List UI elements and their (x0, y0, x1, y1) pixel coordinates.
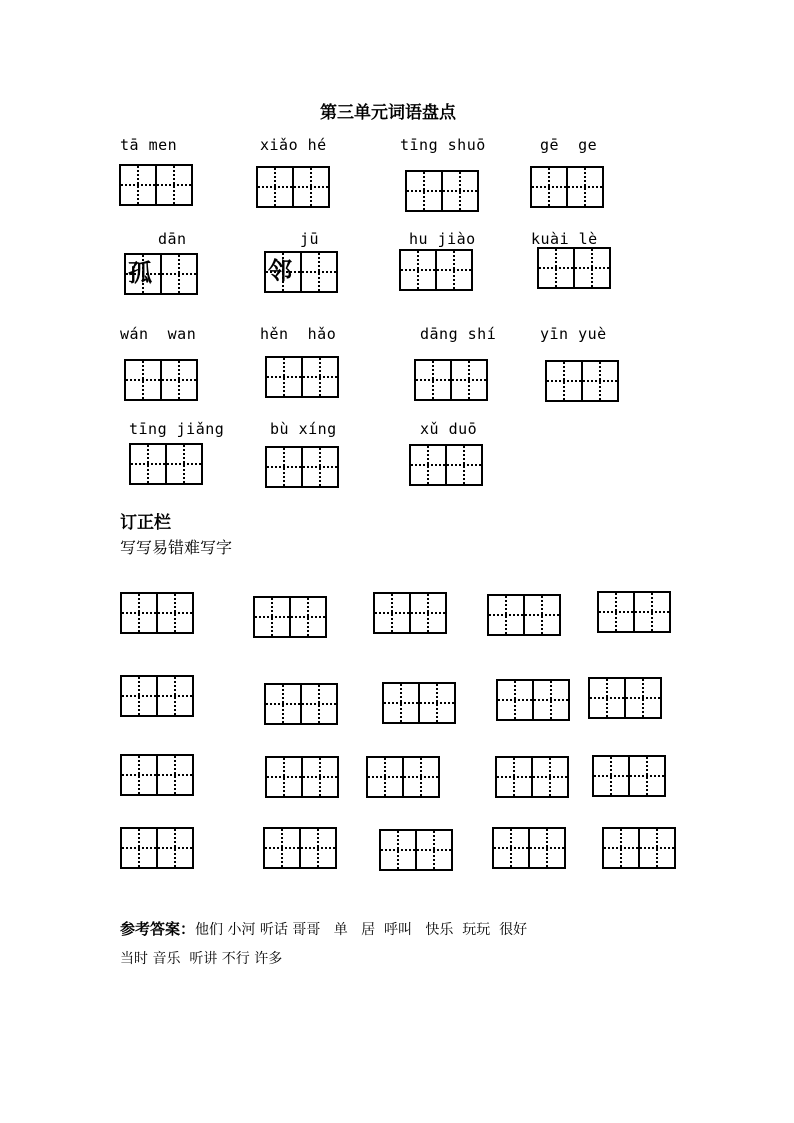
writing-grid[interactable] (409, 444, 483, 486)
correction-grid[interactable] (366, 756, 440, 798)
correction-grid[interactable] (492, 827, 566, 869)
correction-grid[interactable] (496, 679, 570, 721)
writing-grid[interactable] (124, 253, 198, 295)
correction-grid[interactable] (373, 592, 447, 634)
writing-grid[interactable] (265, 356, 339, 398)
correction-grid[interactable] (120, 592, 194, 634)
writing-grid[interactable] (124, 359, 198, 401)
pinyin-label: gē ge (540, 136, 598, 154)
correction-grid[interactable] (382, 682, 456, 724)
writing-grid[interactable] (129, 443, 203, 485)
writing-grid[interactable] (537, 247, 611, 289)
correction-grid[interactable] (602, 827, 676, 869)
pinyin-label: tīng shuō (400, 136, 486, 154)
correction-grid[interactable] (264, 683, 338, 725)
pinyin-label: kuài lè (531, 230, 598, 248)
correction-grid[interactable] (379, 829, 453, 871)
pinyin-label: dān (158, 230, 187, 248)
pinyin-label: wán wan (120, 325, 197, 343)
given-character: 孤 (128, 258, 152, 287)
writing-grid[interactable] (256, 166, 330, 208)
writing-grid[interactable] (119, 164, 193, 206)
pinyin-label: hěn hǎo (260, 325, 337, 343)
page-title: 第三单元词语盘点 (320, 103, 456, 123)
correction-subheading: 写写易错难写字 (120, 538, 233, 557)
given-character: 邻 (268, 256, 292, 285)
correction-grid[interactable] (265, 756, 339, 798)
pinyin-label: tā men (120, 136, 178, 154)
pinyin-label: bù xíng (270, 420, 337, 438)
pinyin-label: xǔ duō (420, 420, 478, 438)
correction-grid[interactable] (120, 675, 194, 717)
correction-grid[interactable] (592, 755, 666, 797)
correction-grid[interactable] (253, 596, 327, 638)
correction-heading: 订正栏 (120, 513, 171, 533)
writing-grid[interactable] (265, 446, 339, 488)
answer-key-label: 参考答案： (120, 920, 196, 938)
correction-grid[interactable] (597, 591, 671, 633)
correction-grid[interactable] (120, 827, 194, 869)
pinyin-label: hu jiào (409, 230, 476, 248)
writing-grid[interactable] (399, 249, 473, 291)
writing-grid[interactable] (530, 166, 604, 208)
pinyin-label: yīn yuè (540, 325, 607, 343)
correction-grid[interactable] (588, 677, 662, 719)
pinyin-label: jū (300, 230, 320, 248)
writing-grid[interactable] (264, 251, 338, 293)
pinyin-label: tīng jiǎng (129, 420, 225, 438)
answer-key-text: 他们 小河 听话 哥哥 单 居 呼叫 快乐 玩玩 很好 (195, 922, 528, 938)
pinyin-label: xiǎo hé (260, 136, 327, 154)
correction-grid[interactable] (495, 756, 569, 798)
correction-grid[interactable] (120, 754, 194, 796)
pinyin-label: dāng shí (420, 325, 497, 343)
correction-grid[interactable] (263, 827, 337, 869)
correction-grid[interactable] (487, 594, 561, 636)
writing-grid[interactable] (545, 360, 619, 402)
writing-grid[interactable] (405, 170, 479, 212)
answer-key-line-2: 当时 音乐 听讲 不行 许多 (120, 951, 283, 967)
writing-grid[interactable] (414, 359, 488, 401)
answer-key-line-1 (120, 918, 527, 939)
